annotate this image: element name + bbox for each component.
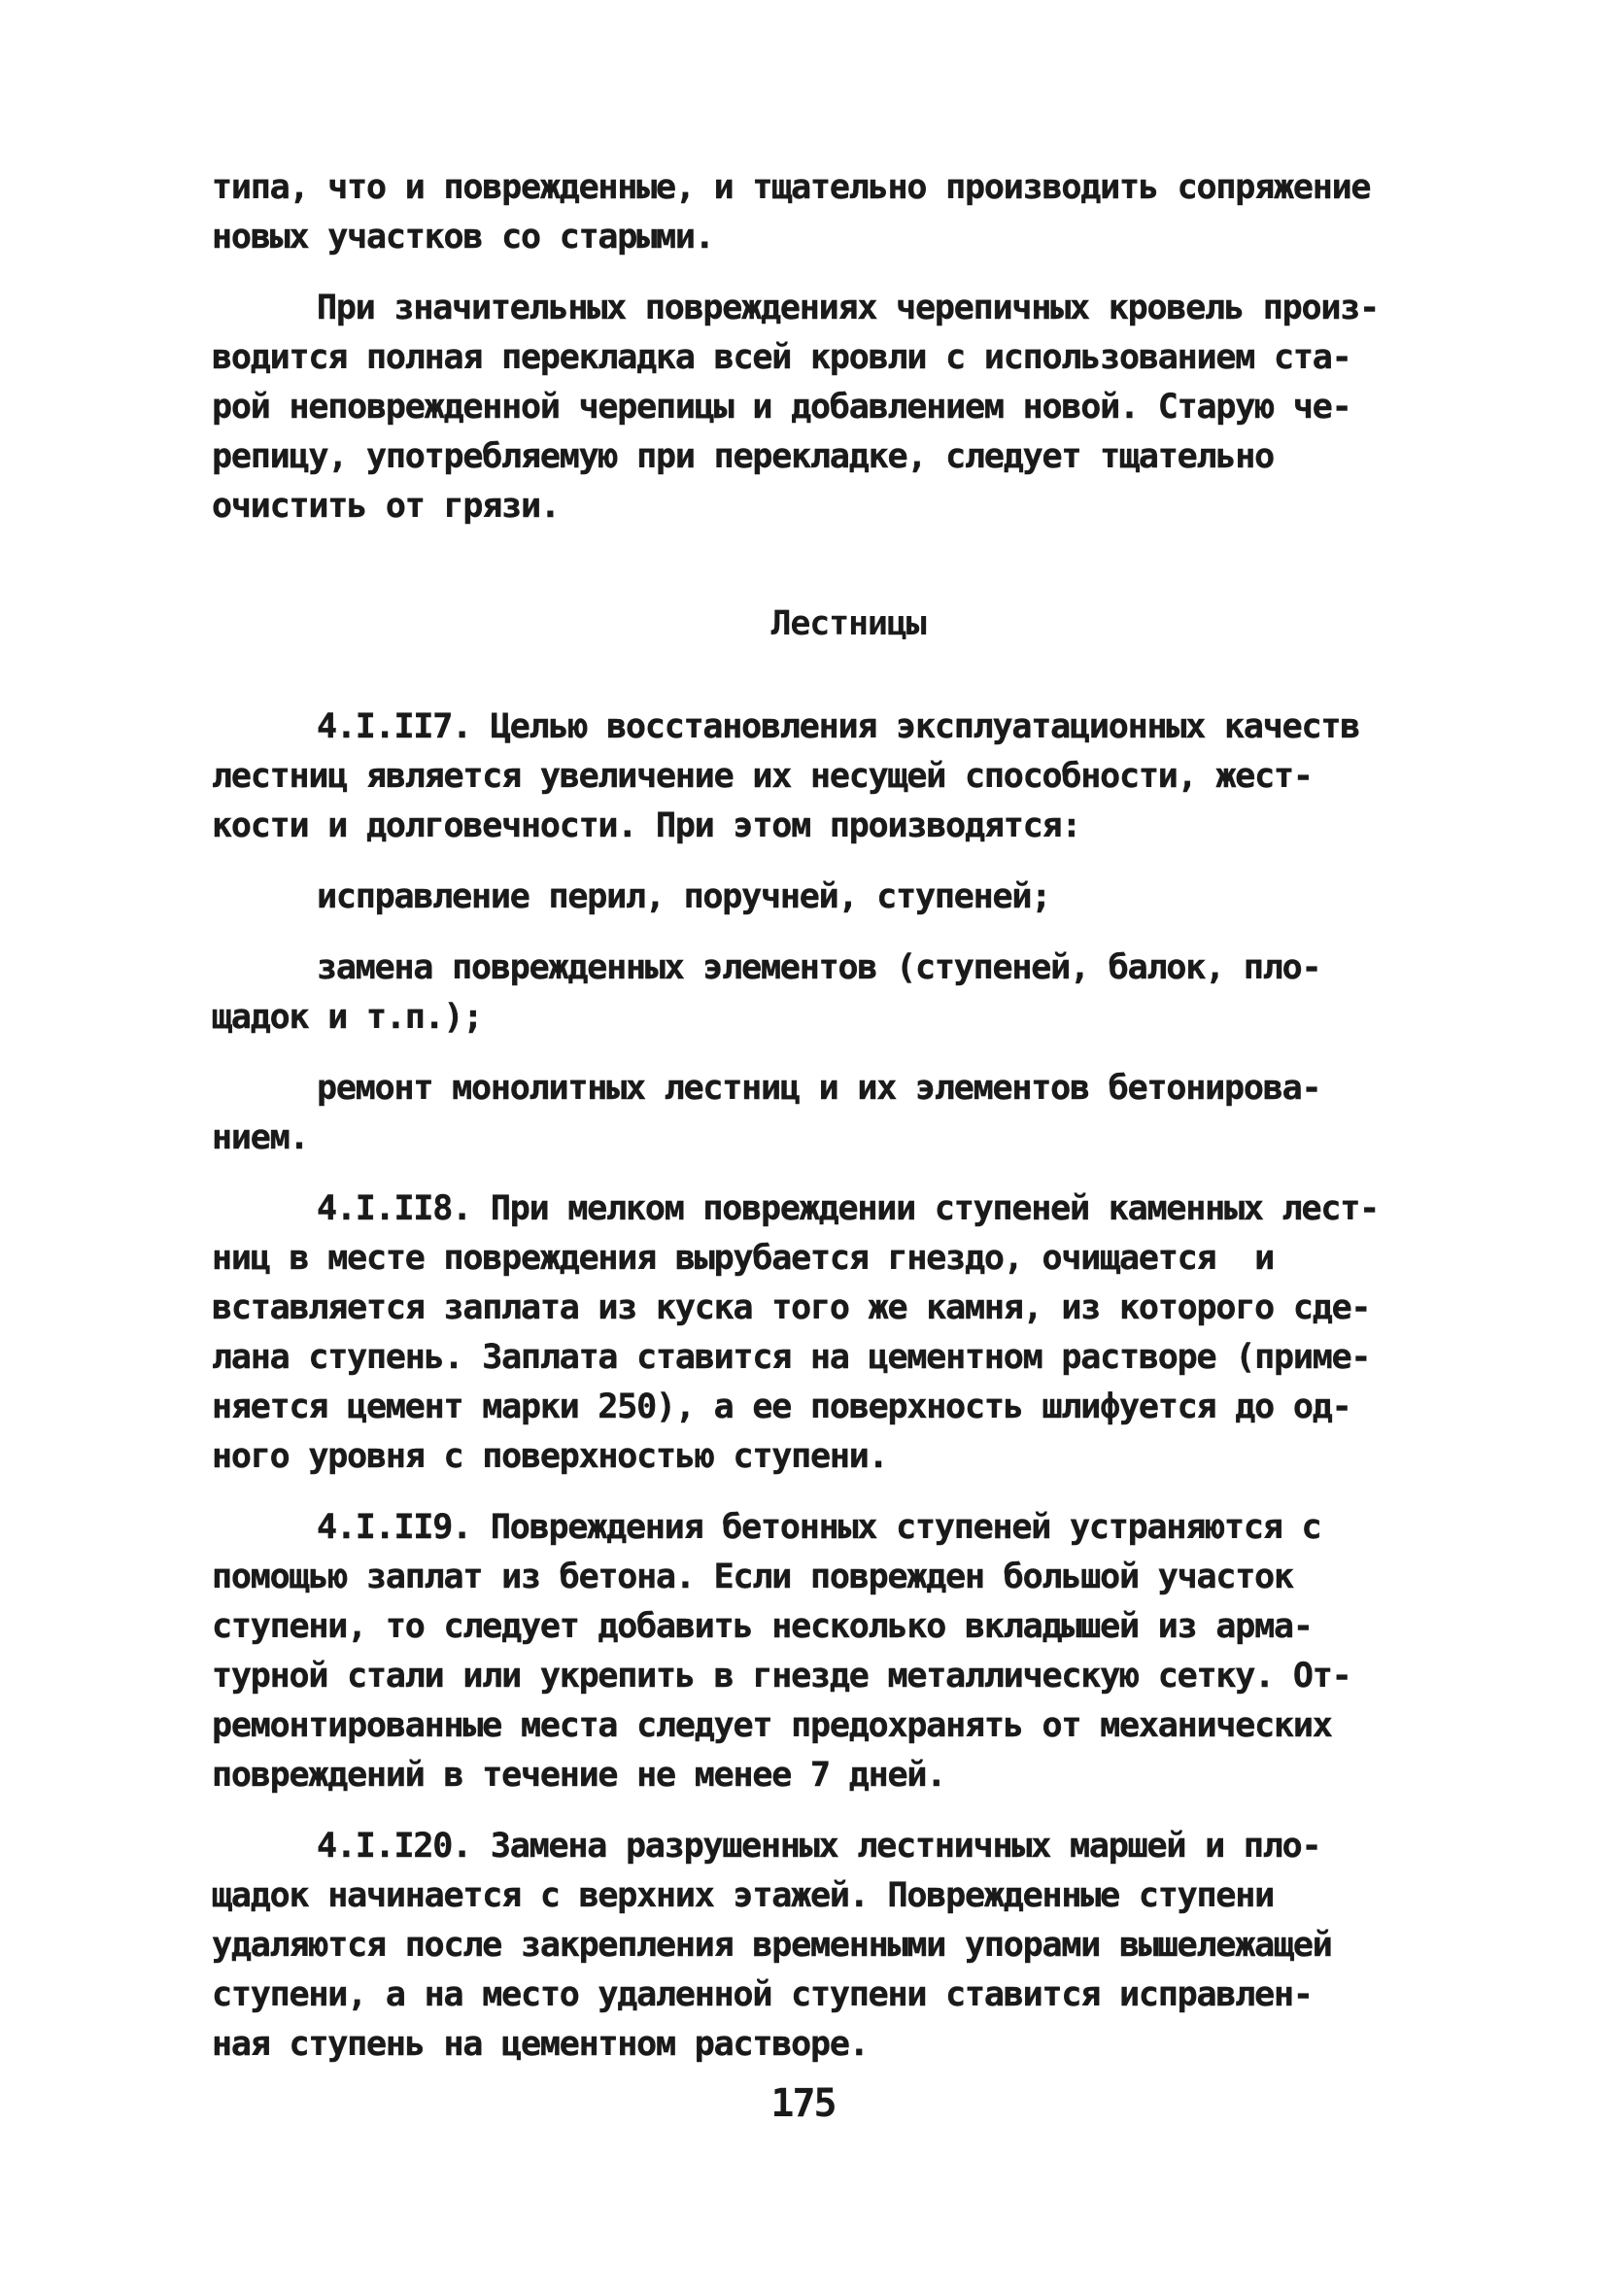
section-heading: Лестницы	[770, 604, 926, 643]
text-line: удаляются после закрепления временными упорами вышележащей	[212, 1926, 1332, 1965]
text-line: исправление перил, поручней, ступеней;	[317, 877, 1051, 916]
document-page	[212, 163, 1426, 2091]
text-line: повреждений в течение не менее 7 дней.	[212, 1756, 946, 1795]
text-line: турной стали или укрепить в гнезде металлическую сетку. От-	[212, 1657, 1351, 1696]
text-line: репицу, употребляемую при перекладке, следует тщательно	[212, 437, 1274, 476]
list-item-replacement	[212, 943, 1426, 1043]
page-number: 175	[770, 2081, 836, 2126]
text-line: замена поврежденных элементов (ступеней, балок, пло-	[317, 948, 1321, 987]
text-line: помощью заплат из бетона. Если поврежден большой участок	[212, 1558, 1293, 1596]
text-line: вставляется заплата из куска того же камня, из которого сде-	[212, 1288, 1371, 1327]
text-line: рой неповрежденной черепицы и добавлением новой. Старую че-	[212, 388, 1351, 427]
paragraph-tile-roof-relaying	[212, 284, 1426, 531]
text-line: ремонтированные места следует предохранять от механических	[212, 1706, 1332, 1745]
text-line: 4.I.II7. Целью восстановления эксплуатационных качеств	[317, 707, 1360, 746]
text-line: ная ступень на цементном растворе.	[212, 2025, 869, 2064]
paragraph-4-1-117	[212, 703, 1426, 851]
text-line: очистить от грязи.	[212, 487, 560, 526]
text-line: типа, что и поврежденные, и тщательно производить сопряжение	[212, 168, 1371, 207]
text-line: 4.I.II8. При мелком повреждении ступеней каменных лест-	[317, 1189, 1379, 1228]
text-line: ного уровня с поверхностью ступени.	[212, 1437, 888, 1476]
text-line: водится полная перекладка всей кровли с использованием ста-	[212, 338, 1351, 377]
text-line: новых участков со старыми.	[212, 218, 714, 257]
text-line: кости и долговечности. При этом производятся:	[212, 806, 1081, 845]
text-line: ступени, а на место удаленной ступени ставится исправлен-	[212, 1975, 1313, 2014]
text-line: 4.I.II9. Повреждения бетонных ступеней устраняются с	[317, 1508, 1321, 1547]
text-line: ступени, то следует добавить несколько вкладышей из арма-	[212, 1607, 1313, 1646]
text-line: лестниц является увеличение их несущей способности, жест-	[212, 757, 1313, 796]
paragraph-4-1-118	[212, 1184, 1426, 1482]
paragraph-continuation	[212, 163, 1426, 262]
list-item-monolithic-repair	[212, 1064, 1426, 1163]
paragraph-4-1-120	[212, 1822, 1426, 2070]
text-line: щадок начинается с верхних этажей. Поврежденные ступени	[212, 1876, 1274, 1915]
text-line: При значительных повреждениях черепичных кровель произ-	[317, 289, 1379, 327]
paragraph-4-1-119	[212, 1503, 1426, 1800]
text-line: щадок и т.п.);	[212, 998, 483, 1037]
text-line: няется цемент марки 250), а ее поверхность шлифуется до од-	[212, 1388, 1351, 1426]
text-line: 4.I.I20. Замена разрушенных лестничных маршей и пло-	[317, 1827, 1321, 1866]
text-line: ниц в месте повреждения вырубается гнездо, очищается и	[212, 1239, 1274, 1278]
text-line: ремонт монолитных лестниц и их элементов бетонирова-	[317, 1069, 1321, 1108]
text-line: нием.	[212, 1118, 309, 1157]
text-line: лана ступень. Заплата ставится на цементном растворе (приме-	[212, 1338, 1371, 1377]
list-item-railings	[212, 873, 1426, 922]
